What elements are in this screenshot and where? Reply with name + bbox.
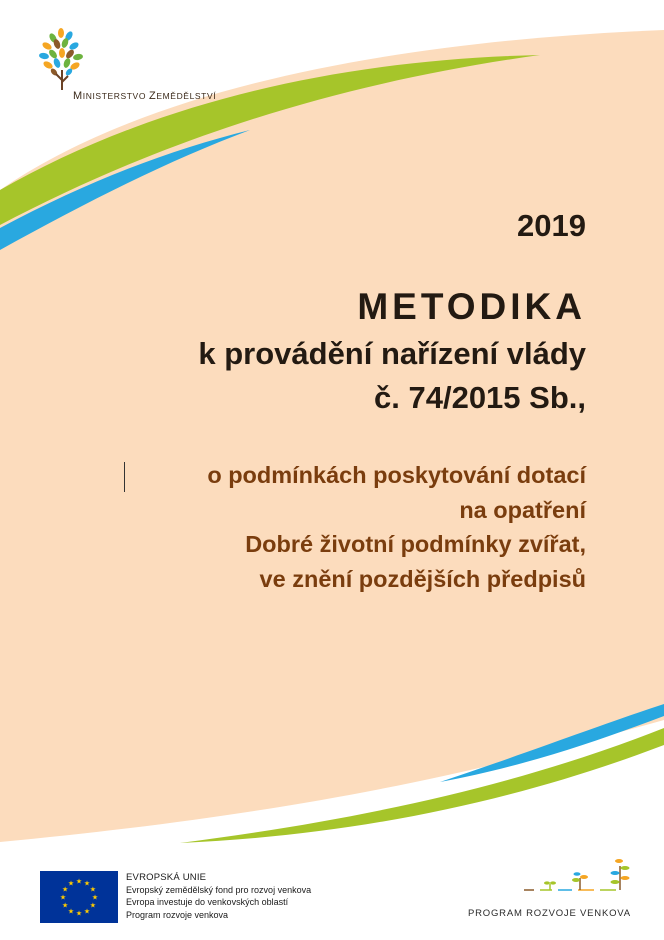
document-subtitle-line1: k provádění nařízení vlády xyxy=(198,336,586,371)
ministry-name: MINISTERSTVO ZEMĚDĚLSTVÍ xyxy=(73,90,217,102)
description-line: o podmínkách poskytování dotací xyxy=(207,462,586,488)
eu-slogan: Evropa investuje do venkovských oblastí xyxy=(126,897,289,908)
eu-program: Program rozvoje venkova xyxy=(126,909,229,920)
eu-star-icon: ★ xyxy=(67,908,75,916)
prv-label: PROGRAM ROZVOJE VENKOVA xyxy=(468,908,631,919)
eu-star-icon: ★ xyxy=(62,886,69,894)
eu-title: EVROPSKÁ UNIE xyxy=(126,872,207,883)
eu-star-icon: ★ xyxy=(91,894,99,902)
eu-fund-name: Evropský zemědělský fond pro rozvoj venkova xyxy=(126,885,312,896)
eu-star-icon: ★ xyxy=(83,880,91,888)
eu-flag-icon xyxy=(40,871,118,923)
eu-star-icon: ★ xyxy=(75,878,83,886)
description-line: Dobré životní podmínky zvířat, xyxy=(245,531,586,557)
eu-star-icon: ★ xyxy=(59,894,67,902)
eu-star-icon: ★ xyxy=(83,908,91,916)
document-title: METODIKA xyxy=(357,286,586,327)
eu-star-icon: ★ xyxy=(89,902,96,910)
description-line: ve znění pozdějších předpisů xyxy=(259,565,586,592)
document-subtitle-line2: č. 74/2015 Sb., xyxy=(374,380,586,415)
description-line: na opatření xyxy=(459,496,586,523)
eu-star-icon: ★ xyxy=(62,902,69,910)
document-year: 2019 xyxy=(517,208,586,243)
sprouts-logo-icon xyxy=(520,852,640,898)
eu-star-icon: ★ xyxy=(67,880,75,888)
eu-funding-info xyxy=(126,872,311,921)
document-description xyxy=(116,458,586,596)
eu-star-icon: ★ xyxy=(89,886,96,894)
eu-star-icon: ★ xyxy=(75,910,83,918)
